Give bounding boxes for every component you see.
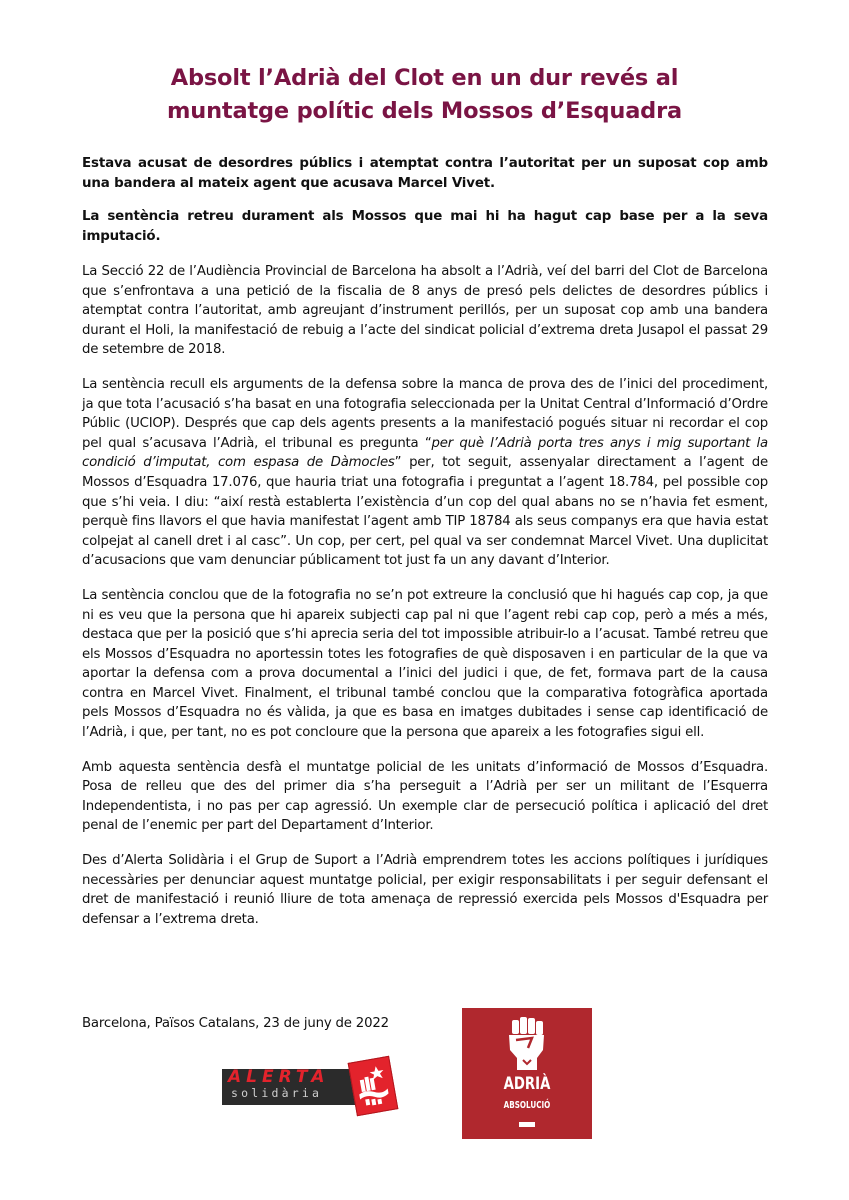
body-paragraph-5: Des d’Alerta Solidària i el Grup de Suport a l’Adrià emprendrem totes les accions polítiques i jurídiques necessàries per denunciar aquest muntatge policial, per exigir responsabilitats i per seguir defensant el dret de manifestació i reunió lliure de tota amenaça de repressió exercida pels Mossos d'Esquadra per defensar a l’extrema dreta. (82, 853, 768, 927)
logo-word-absolucio: ABSOLUCIÓ (503, 1100, 551, 1111)
body-paragraph-3: La sentència conclou que de la fotografia no se’n pot extreure la conclusió que hi hagués cap cop, ja que ni es veu que la persona que hi apareix subjecti cap pal ni que l’agent rebi cap cop, però a més a més, destaca que per la posició que s’hi aprecia seria del tot impossible atribuir-lo a l’acusat. També retreu que els Mossos d’Esquadra no aportessin totes les fotografies de què disposaven i en particular de la que va aportar la defensa com a prova documental a l’inici del judici i que, de fet, formava part de la causa contra en Marcel Vivet. Finalment, el tribunal també conclou que la comparativa fotogràfica aportada pels Mossos d’Esquadra no és vàlida, ja que es basa en imatges dubitades i sense cap identificació de l’Adrià, i que, per tant, no es pot concloure que la persona que apareix a les fotografies sigui ell. (82, 587, 768, 741)
title-line-2: muntatge polític dels Mossos d’Esquadra (167, 98, 682, 124)
p2-text-after: ” per, tot seguit, assenyalar directament a l’agent de Mossos d’Esquadra 17.076, que hauria triat una fotografia i preguntat a l’agent 18.784, pel possible cop que s’hi veia. I diu: “així restà establerta l’existència d’un cop del qual abans no se n’havia fet esment, perquè fins llavors el que havia manifestat l’agent amb TIP 18784 als seus companys era que havia estat colpejat al canell dret i al casc”. Un cop, per cert, pel qual va ser condemnat Marcel Vivet. Una duplicitat d’acusacions que vam denunciar públicament tot just fa un any davant d’Interior. (82, 455, 768, 569)
adria-absolucio-logo (462, 1008, 592, 1139)
p2-text-before: La sentència recull els arguments de la defensa sobre la manca de prova des de l’inici del procediment, ja que tota l’acusació s’ha basat en una fotografia seleccionada per la Unitat Central d’Informació d’Ordre Públic (UCIOP). Després que cap dels agents presents a la manifestació pogués situar ni recordar el cop pel qual s’acusava l’Adrià, el tribunal es pregunta “ (82, 376, 768, 451)
logo-word-solidaria: solidària (231, 1086, 323, 1100)
p2-quote-italic: per què l’Adrià porta tres anys i mig suportant la condició d’imputat, com espasa de Dàmocles (82, 435, 768, 471)
star-fist-badge-icon (348, 1056, 399, 1116)
document-body (82, 154, 768, 944)
document-title (100, 62, 749, 128)
logo-dash (519, 1122, 535, 1127)
signoff-place-date: Barcelona, Països Catalans, 23 de juny de 2022 (82, 1016, 389, 1031)
title-line-1: Absolt l’Adrià del Clot en un dur revés al (170, 65, 679, 91)
body-paragraph-4: Amb aquesta sentència desfà el muntatge policial de les unitats d’informació de Mossos d’Esquadra. Posa de relleu que des del primer dia s’ha perseguit a l’Adrià per ser un militant de l’Esquerra Independentista, i no pas per cap agressió. Un exemple clar de persecució política i aplicació del dret penal de l’enemic per part del Departament d’Interior. (82, 759, 768, 834)
lead-paragraph-1: Estava acusat de desordres públics i atemptat contra l’autoritat per un suposat cop amb una bandera al mateix agent que acusava Marcel Vivet. (82, 156, 768, 191)
lead-paragraph-2: La sentència retreu durament als Mossos que mai hi ha hagut cap base per a la seva imputació. (82, 209, 768, 244)
raised-fist-icon (462, 1008, 592, 1074)
logo-word-adria: ADRIÀ (503, 1074, 551, 1094)
logo-word-alerta: ALERTA (228, 1067, 330, 1087)
body-paragraph-2 (82, 375, 768, 571)
body-paragraph-1: La Secció 22 de l’Audiència Provincial de Barcelona ha absolt a l’Adrià, veí del barri del Clot de Barcelona que s’enfrontava a una petició de la fiscalia de 8 anys de presó pels delictes de desordres públics i atemptat contra l’autoritat, amb agreujant d’instrument perillós, per un suposat cop amb una bandera durant el Holi, la manifestació de rebuig a l’acte del sindicat policial d’extrema dreta Jusapol el passat 29 de setembre de 2018. (82, 264, 768, 358)
alerta-solidaria-logo (222, 1059, 390, 1117)
